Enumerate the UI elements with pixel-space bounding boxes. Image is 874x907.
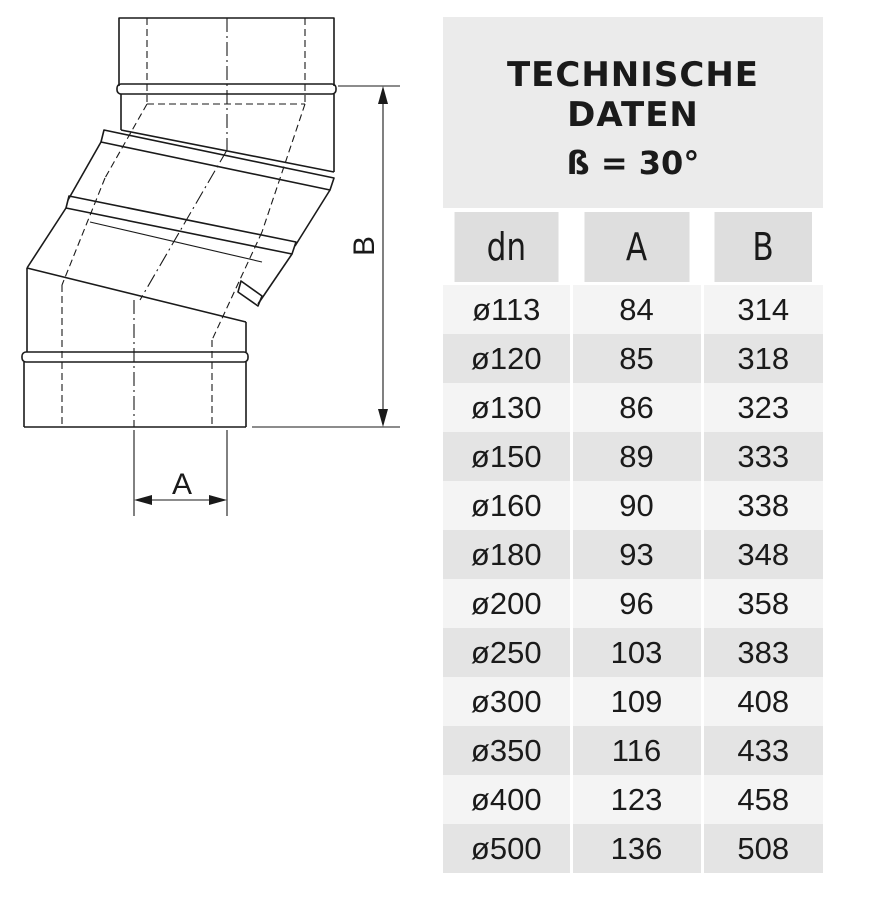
cell-a: 116 bbox=[571, 726, 702, 775]
table-row bbox=[443, 677, 823, 726]
dimension-b-label: B bbox=[348, 235, 381, 257]
cell-dn: ø150 bbox=[443, 432, 571, 481]
cell-dn: ø113 bbox=[443, 284, 571, 335]
angle-label: ß = 30° bbox=[566, 144, 700, 182]
cell-a: 89 bbox=[571, 432, 702, 481]
technical-data-table bbox=[443, 17, 823, 873]
cell-dn: ø300 bbox=[443, 677, 571, 726]
cell-a: 93 bbox=[571, 530, 702, 579]
cell-b: 314 bbox=[702, 284, 823, 335]
column-header-dn: dn bbox=[455, 212, 560, 284]
middle-segment-upper bbox=[68, 104, 334, 246]
table-row bbox=[443, 334, 823, 383]
dimension-a-label: A bbox=[171, 468, 193, 501]
cell-a: 123 bbox=[571, 775, 702, 824]
table-row bbox=[443, 432, 823, 481]
cell-a: 84 bbox=[571, 284, 702, 335]
cell-b: 338 bbox=[702, 481, 823, 530]
elbow-technical-drawing bbox=[0, 0, 440, 560]
cell-a: 136 bbox=[571, 824, 702, 873]
bottom-pipe bbox=[22, 268, 248, 427]
cell-b: 333 bbox=[702, 432, 823, 481]
cell-a: 96 bbox=[571, 579, 702, 628]
table-row bbox=[443, 579, 823, 628]
table-title: TECHNISCHE DATEN bbox=[506, 55, 760, 135]
cell-dn: ø350 bbox=[443, 726, 571, 775]
cell-b: 508 bbox=[702, 824, 823, 873]
table-row bbox=[443, 284, 823, 335]
table-row bbox=[443, 775, 823, 824]
table-row bbox=[443, 628, 823, 677]
cell-b: 323 bbox=[702, 383, 823, 432]
table-row bbox=[443, 481, 823, 530]
cell-dn: ø180 bbox=[443, 530, 571, 579]
cell-dn: ø120 bbox=[443, 334, 571, 383]
table-row bbox=[443, 530, 823, 579]
cell-dn: ø250 bbox=[443, 628, 571, 677]
table-row bbox=[443, 383, 823, 432]
column-header-a: A bbox=[583, 212, 690, 284]
cell-b: 318 bbox=[702, 334, 823, 383]
table-row bbox=[443, 726, 823, 775]
cell-a: 109 bbox=[571, 677, 702, 726]
dimension-b bbox=[252, 86, 400, 427]
cell-dn: ø500 bbox=[443, 824, 571, 873]
table-header bbox=[443, 17, 823, 212]
cell-a: 85 bbox=[571, 334, 702, 383]
column-header-row bbox=[443, 212, 823, 284]
dimension-a bbox=[134, 430, 227, 516]
cell-b: 358 bbox=[702, 579, 823, 628]
middle-segment-lower bbox=[27, 150, 296, 340]
dimensions-table bbox=[443, 212, 823, 873]
cell-b: 458 bbox=[702, 775, 823, 824]
cell-dn: ø400 bbox=[443, 775, 571, 824]
cell-dn: ø130 bbox=[443, 383, 571, 432]
cell-dn: ø200 bbox=[443, 579, 571, 628]
column-header-b: B bbox=[713, 212, 812, 284]
table-row bbox=[443, 824, 823, 873]
cell-b: 383 bbox=[702, 628, 823, 677]
top-pipe bbox=[117, 18, 336, 172]
cell-b: 408 bbox=[702, 677, 823, 726]
cell-a: 86 bbox=[571, 383, 702, 432]
cell-dn: ø160 bbox=[443, 481, 571, 530]
cell-a: 90 bbox=[571, 481, 702, 530]
cell-b: 433 bbox=[702, 726, 823, 775]
cell-a: 103 bbox=[571, 628, 702, 677]
cell-b: 348 bbox=[702, 530, 823, 579]
